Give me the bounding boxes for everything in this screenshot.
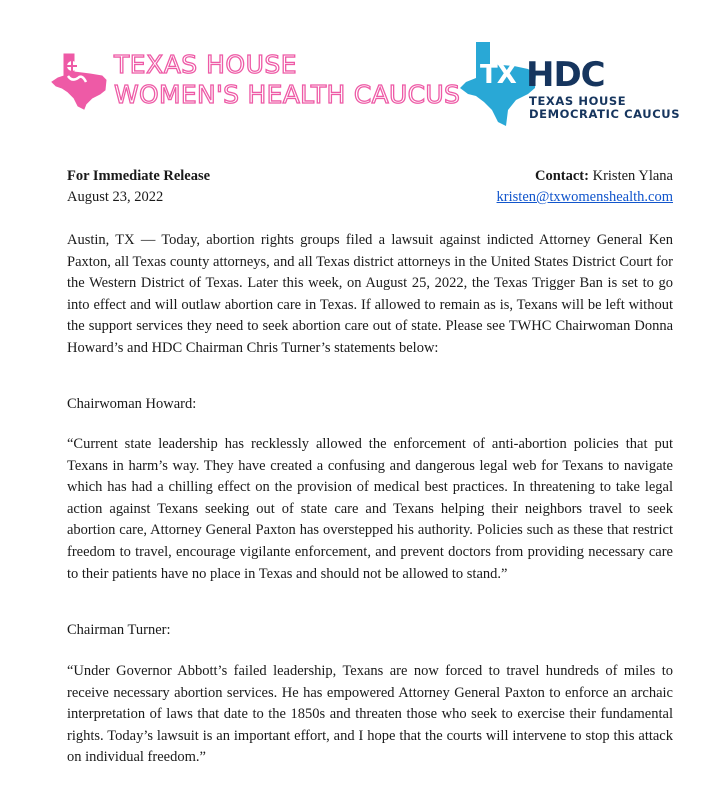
release-date: August 23, 2022	[67, 189, 164, 205]
logo-sub-democratic-caucus: DEMOCRATIC CAUCUS	[529, 107, 681, 121]
speaker-heading-howard: Chairwoman Howard:	[67, 396, 197, 412]
contact-info	[497, 166, 673, 208]
womens-health-caucus-logo	[50, 48, 461, 118]
contact-label: Contact:	[535, 168, 589, 184]
intro-paragraph: Austin, TX — Today, abortion rights groups filed a lawsuit against indicted Attorney General Ken Paxton, all Texas county attorneys, and all Texas district attorneys in the United States District Court for the Western District of Texas. Later this week, on August 25, 2022, the Texas Trigger Ban is set to go into effect and will outlaw abortion care in Texas. If allowed to remain as is, Texans will be left without the support services they need to seek abortion care out of state. Please see TWHC Chairwoman Donna Howard’s and HDC Chairman Chris Turner’s statements below:	[67, 232, 673, 356]
txhdc-logo	[458, 42, 681, 132]
release-info	[67, 166, 210, 208]
contact-line	[497, 166, 673, 187]
contact-email-link[interactable]: kristen@txwomenshealth.com	[496, 189, 673, 205]
quote-paragraph-turner: “Under Governor Abbott’s failed leadership, Texans are now forced to travel hundreds of miles to receive necessary abortion services. He has empowered Attorney General Paxton to enforce an archaic interpretation of laws that date to the 1850s and threaten those who seek to exercise their fundamental rights. Today’s lawsuit is an important effort, and I hope that the courts will intervene to stop this attack on individual freedom.”	[67, 663, 673, 766]
speaker-heading-turner: Chairman Turner:	[67, 622, 171, 638]
texas-map-icon	[50, 52, 108, 110]
logo-line-womens-health-caucus: WOMEN'S HEALTH CAUCUS	[114, 80, 461, 109]
release-title: For Immediate Release	[67, 168, 211, 184]
logo-hdc: HDC	[526, 55, 605, 95]
logo-line-texas-house: TEXAS HOUSE	[114, 50, 298, 79]
logo-tx: TX	[480, 60, 516, 90]
quote-paragraph-howard: “Current state leadership has recklessly allowed the enforcement of anti-abortion policies that put Texans in harm’s way. They have created a confusing and dangerous legal web for Texans to navigate which has had a chilling effect on the provision of medical best practices. In threatening to take legal action against Texans seeking out of state care and Texans helping their neighbors travel to seek abortion care, Attorney General Paxton has overstepped his authority. Policies such as these that restrict freedom to travel, encourage vigilante enforcement, and prevent doctors from providing necessary care to their patients have no place in Texas and should not be allowed to stand.”	[67, 436, 673, 582]
logo-sub-texas-house: TEXAS HOUSE	[529, 94, 627, 108]
contact-name: Kristen Ylana	[588, 168, 673, 184]
